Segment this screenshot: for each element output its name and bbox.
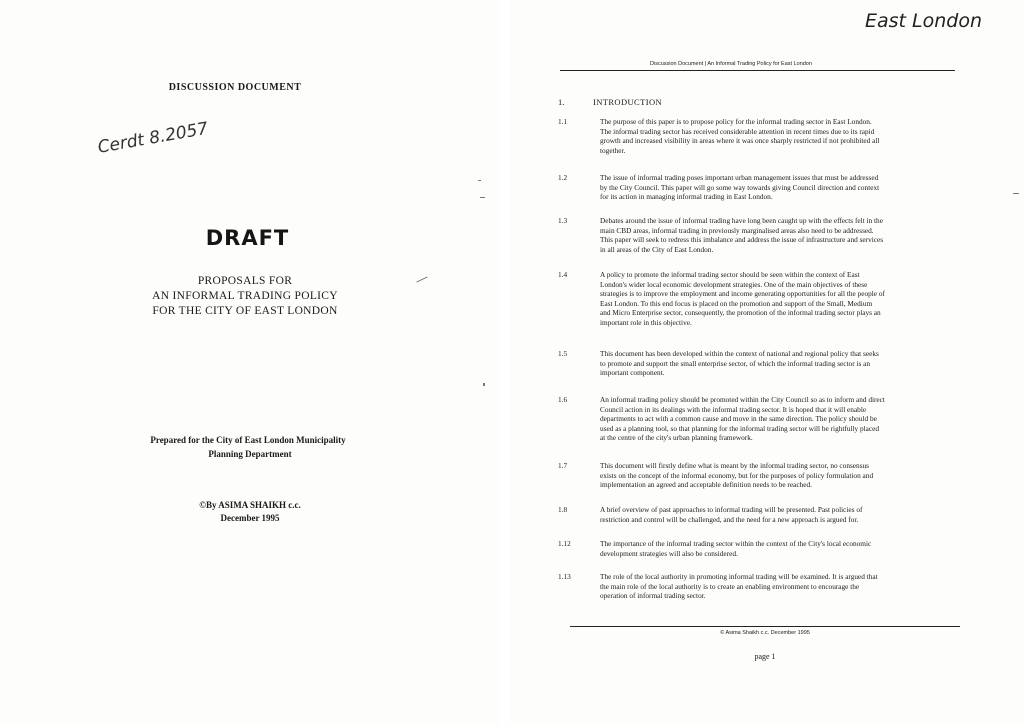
scan-speck [480, 197, 485, 198]
text-line: exists on the concept of the informal economy, but for the purposes of policy formulation and [600, 470, 874, 480]
text-line: The purpose of this paper is to propose policy for the informal trading sector in East London. [600, 117, 872, 126]
text-line: important role in this objective. [600, 317, 692, 327]
handwritten-title: East London [865, 10, 983, 32]
text-line: Council action in its dealings with the informal trading sector. It is hoped that it will enable [600, 404, 867, 414]
text-line: Debates around the issue of informal trading have long been caught up with the effects felt in the [600, 216, 883, 225]
text-line: London's wider local economic development strategies. One of the main objectives of these [600, 279, 868, 289]
text-line: This document will firstly define what is meant by the informal trading sector, no consensus [600, 461, 870, 470]
title-line-1: PROPOSALS FOR [197, 275, 293, 287]
header-rule [560, 70, 955, 71]
paragraph-number: 1.13 [558, 572, 571, 581]
text-line: and Micro Enterprise sector, consequently, the promotion of the informal trading sector plays an [600, 308, 881, 318]
text-line: development strategies will also be considered. [600, 548, 738, 558]
scan-speck [478, 180, 481, 181]
running-head: Discussion Document | An Informal Trading Policy for East London [650, 61, 812, 67]
scan-speck [1013, 193, 1019, 194]
left-page [0, 0, 500, 725]
footer-copyright: © Asima Shaikh c.c. December 1995 [720, 630, 810, 636]
handwritten-note: Cerdt 8.2057 [96, 118, 210, 158]
paragraph-text [600, 572, 1000, 601]
document-label: DISCUSSION DOCUMENT [168, 82, 302, 93]
scan-speck [483, 383, 485, 386]
text-line: The issue of informal trading poses important urban management issues that must be addressed [600, 173, 879, 182]
paragraph-number: 1.2 [558, 173, 568, 182]
paragraph-text [600, 117, 1000, 155]
text-line: the main role of the local authority is to create an enabling environment to encourage the [600, 581, 860, 591]
text-line: strategies is to improve the employment and income generating opportunities for all the people of [600, 289, 885, 299]
text-line: East London. To this end focus is placed on the promotion and support of the Small, Medium [600, 298, 873, 308]
page-number: page 1 [754, 652, 776, 661]
paragraph-number: 1.6 [558, 395, 568, 404]
text-line: implementation an agreed and acceptable definition needs to be reached. [600, 480, 812, 490]
paragraph-number: 1.12 [558, 539, 571, 548]
title-line-3: FOR THE CITY OF EAST LONDON [152, 305, 338, 317]
title-line-2: AN INFORMAL TRADING POLICY [152, 290, 338, 302]
text-line: in all areas of the City of East London. [600, 244, 714, 254]
text-line: The informal trading sector has received considerable attention in recent times due to its rapid [600, 126, 875, 136]
right-page [510, 0, 1024, 725]
section-heading: INTRODUCTION [593, 97, 663, 107]
paragraph-text [600, 216, 1000, 254]
text-line: main CBD areas, informal trading in previously marginalised areas also need to be addressed. [600, 225, 874, 235]
paragraph-number: 1.4 [558, 270, 568, 279]
date: December 1995 [220, 513, 280, 523]
text-line: operation of informal trading sector. [600, 591, 706, 601]
department: Planning Department [208, 449, 292, 459]
text-line: departments to act with a common cause and move in the same direction. The policy should be [600, 414, 877, 424]
paragraph-text [600, 461, 1000, 490]
text-line: to promote and support the small enterprise sector, of which the informal trading sector is an [600, 358, 871, 368]
paragraph-text [600, 505, 1000, 524]
text-line: used as a planning tool, so that planning for the informal trading sector will be rightfully placed [600, 423, 880, 433]
author: ©By ASIMA SHAIKH c.c. [199, 500, 301, 510]
prepared-for: Prepared for the City of East London Municipality [150, 435, 346, 445]
paragraph-text [600, 539, 1000, 558]
text-line: A policy to promote the informal trading sector should be seen within the context of East [600, 270, 860, 279]
text-line: This document has been developed within the context of national and regional policy that seeks [600, 349, 879, 358]
text-line: growth and increased visibility in areas where it was once sharply restricted if not prohibited all [600, 136, 880, 146]
text-line: at the centre of the city's urban planning framework. [600, 433, 753, 443]
text-line: for its action in managing informal trading in East London. [600, 192, 773, 202]
paragraph-number: 1.8 [558, 505, 568, 514]
text-line: important component. [600, 368, 665, 378]
text-line: The importance of the informal trading sector within the context of the City's local economic [600, 539, 872, 548]
paragraph-number: 1.3 [558, 216, 568, 225]
paragraph-text [600, 395, 1000, 443]
footer-rule [570, 626, 960, 627]
paragraph-number: 1.5 [558, 349, 568, 358]
paragraph-text [600, 349, 1000, 378]
draft-stamp: DRAFT [205, 226, 290, 250]
text-line: A brief overview of past approaches to informal trading will be presented. Past policies of [600, 505, 863, 514]
section-number: 1. [558, 97, 565, 107]
paragraph-number: 1.7 [558, 461, 568, 470]
text-line: together. [600, 145, 626, 155]
text-line: This paper will seek to redress this imbalance and address the issue of infrastructure and services [600, 235, 884, 245]
text-line: The role of the local authority in promoting informal trading will be examined. It is argued that [600, 572, 878, 581]
text-line: An informal trading policy should be promoted within the City Council so as to inform and direct [600, 395, 885, 404]
text-line: restriction and control will be challenged, and the need for a new approach is argued for. [600, 514, 859, 524]
paragraph-text [600, 270, 1000, 328]
paragraph-number: 1.1 [558, 117, 568, 126]
text-line: by the City Council. This paper will go some way towards giving Council direction and context [600, 182, 880, 192]
paragraph-text [600, 173, 1000, 202]
